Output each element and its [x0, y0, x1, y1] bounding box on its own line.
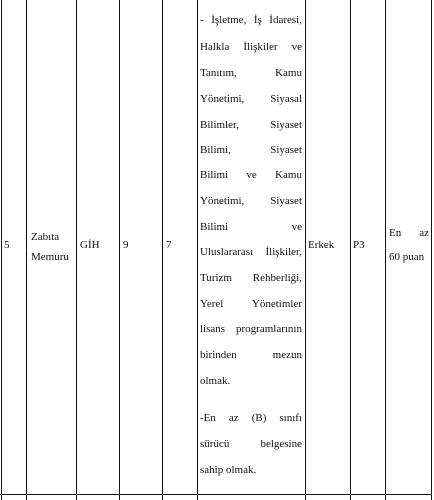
qualification-line: lisans programlarının: [200, 323, 302, 335]
column-border: [197, 0, 198, 500]
qualification-line: Bilimler, Siyaset: [200, 119, 302, 131]
column-border: [76, 0, 77, 500]
position-title: [31, 230, 69, 264]
qualification-line: -En az (B) sınıfı: [200, 412, 302, 424]
min-score-line: En az: [389, 227, 429, 239]
qualification-line: Bilimi, Siyaset: [200, 144, 302, 156]
column-border: [305, 0, 306, 500]
qualification-line: olmak.: [200, 375, 231, 387]
qualification-line: Yönetimi, Siyasal: [200, 93, 302, 105]
column-border: [162, 0, 163, 500]
qualification-line: sahip olmak.: [200, 464, 257, 476]
qualification-line: Halkla İlişkiler ve: [200, 41, 302, 53]
qualification-line: Uluslararası İlişkiler,: [200, 246, 302, 258]
column-border: [26, 0, 27, 500]
qualification-line: Bilimi ve Kamu: [200, 169, 302, 181]
class-cell: GİH: [80, 239, 100, 251]
qualification-line: birinden mezun: [200, 349, 302, 361]
qualification-line: Bilimi ve: [200, 221, 302, 233]
row-border: [0, 494, 431, 495]
column-border: [385, 0, 386, 500]
count-cell: 7: [166, 239, 172, 251]
kpss-type-cell: P3: [353, 239, 365, 251]
column-border: [431, 0, 432, 500]
position-title-line: Zabıta: [31, 231, 60, 243]
column-border: [119, 0, 120, 500]
column-border: [350, 0, 351, 500]
min-score-cell: [389, 226, 429, 264]
position-title-line: Memuru: [31, 251, 69, 263]
degree-cell: 9: [123, 239, 129, 251]
row-number: 5: [4, 239, 10, 251]
column-border: [1, 0, 2, 500]
qualification-line: - İşletme, İş İdaresi,: [200, 14, 302, 26]
gender-cell: Erkek: [308, 239, 335, 251]
qualification-line: Yönetimi, Siyaset: [200, 195, 302, 207]
qualification-line: sürücü belgesine: [200, 438, 302, 450]
min-score-line: 60 puan: [389, 251, 425, 263]
qualification-line: Yerel Yönetimler: [200, 298, 302, 310]
qualification-line: Turizm Rehberliği,: [200, 272, 302, 284]
qualification-line: Tanıtım, Kamu: [200, 67, 302, 79]
